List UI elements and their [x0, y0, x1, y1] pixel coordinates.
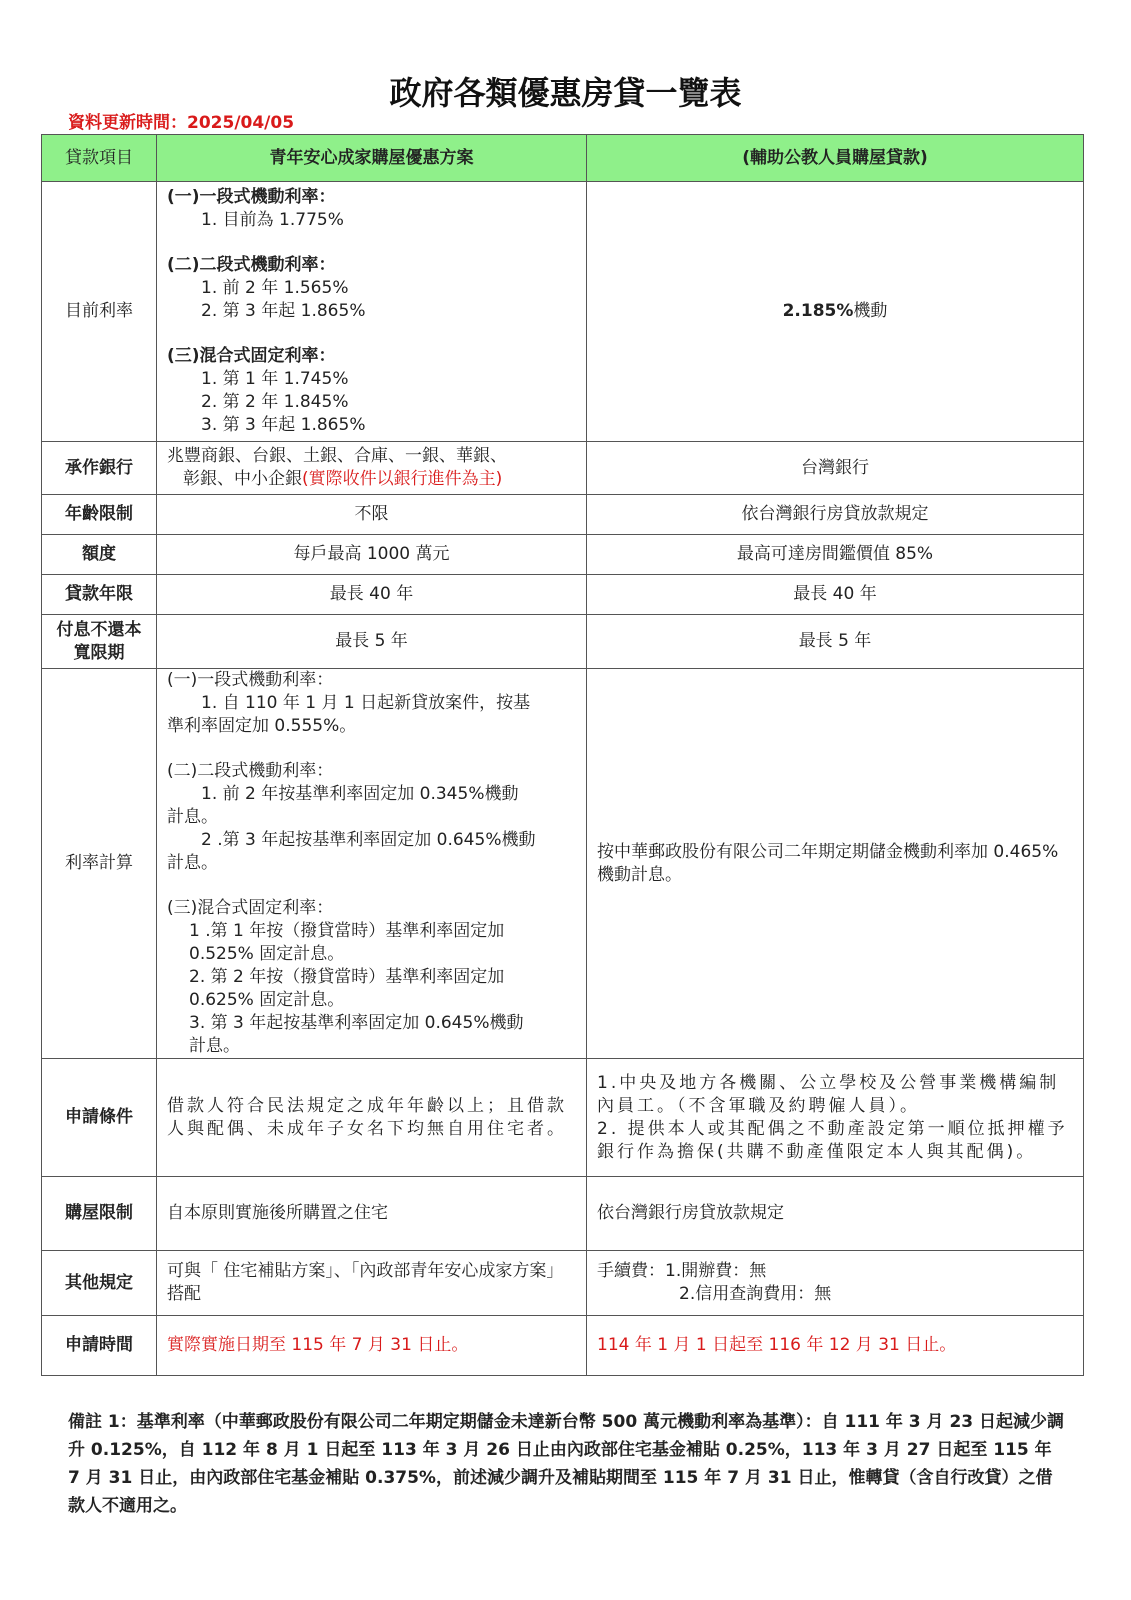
cell-left: 自本原則實施後所購置之住宅 [157, 1177, 587, 1251]
row-purchase-limit [42, 1177, 1084, 1251]
calc-s3-line3a: 3. 第 3 年起按基準利率固定加 0.645%機動 [189, 1013, 524, 1033]
rate-right-suffix: 機動 [853, 301, 888, 321]
calc-s2-line1b: 計息。 [167, 807, 218, 827]
calc-s2-title: (二)二段式機動利率： [167, 761, 334, 781]
calc-s3-title: (三)混合式固定利率： [167, 898, 334, 918]
cell-left: 借款人符合民法規定之成年年齡以上；且借款人與配偶、未成年子女名下均無自用住宅者。 [157, 1059, 587, 1177]
calc-s3-line1a: 1 .第 1 年按（撥貸當時）基準利率固定加 [189, 921, 505, 941]
row-label: 承作銀行 [42, 442, 157, 495]
row-current-rate [42, 182, 1084, 442]
apply-right-2: 2. 提供本人或其配偶之不動產設定第一順位抵押權予銀行作為擔保(共購不動產僅限定本人與其配偶)。 [597, 1118, 1068, 1162]
cell-right: 最高可達房間鑑價值 85% [587, 535, 1084, 575]
row-term [42, 575, 1084, 615]
row-label: 購屋限制 [42, 1177, 157, 1251]
cell-left [157, 442, 587, 495]
row-label: 年齡限制 [42, 495, 157, 535]
apply-right-1: 1.中央及地方各機關、公立學校及公營事業機構編制內員工。（不含軍職及約聘僱人員）。 [597, 1072, 1060, 1116]
header-item: 貸款項目 [42, 135, 157, 182]
row-rate-calc [42, 669, 1084, 1059]
row-label: 貸款年限 [42, 575, 157, 615]
calc-s2-line1a: 1. 前 2 年按基準利率固定加 0.345%機動 [201, 784, 519, 804]
header-youth-plan: 青年安心成家購屋優惠方案 [157, 135, 587, 182]
rate-s2-line1: 1. 前 2 年 1.565% [201, 278, 349, 298]
row-label: 目前利率 [42, 182, 157, 442]
bank-note: (實際收件以銀行進件為主) [302, 469, 503, 489]
cell-right: 最長 5 年 [587, 615, 1084, 669]
loan-comparison-table [41, 134, 1084, 1376]
update-time: 資料更新時間：2025/04/05 [68, 113, 295, 133]
calc-s1-line1a: 1. 自 110 年 1 月 1 日起新貸放案件，按基 [201, 693, 531, 713]
calc-s1-line1b: 準利率固定加 0.555%。 [167, 716, 357, 736]
rate-s3-title: (三)混合式固定利率： [167, 346, 336, 366]
calc-s3-line2a: 2. 第 2 年按（撥貸當時）基準利率固定加 [189, 967, 505, 987]
row-apply-conditions [42, 1059, 1084, 1177]
row-label: 利率計算 [42, 669, 157, 1059]
row-apply-period [42, 1316, 1084, 1376]
cell-right: 114 年 1 月 1 日起至 116 年 12 月 31 日止。 [587, 1316, 1084, 1376]
calc-s3-line1b: 0.525% 固定計息。 [189, 944, 345, 964]
page-title: 政府各類優惠房貸一覽表 [389, 74, 742, 112]
cell-left: 不限 [157, 495, 587, 535]
row-amount [42, 535, 1084, 575]
row-label: 額度 [42, 535, 157, 575]
rate-s3-line3: 3. 第 3 年起 1.865% [201, 415, 366, 435]
other-right-2: 2.信用查詢費用：無 [679, 1284, 832, 1304]
table-header-row [42, 135, 1084, 182]
cell-right [587, 1059, 1084, 1177]
row-bank [42, 442, 1084, 495]
rate-s2-title: (二)二段式機動利率： [167, 255, 336, 275]
rate-s2-line2: 2. 第 3 年起 1.865% [201, 301, 366, 321]
other-right-1: 手續費：1.開辦費：無 [597, 1261, 767, 1281]
cell-left: 實際實施日期至 115 年 7 月 31 日止。 [157, 1316, 587, 1376]
row-label: 申請條件 [42, 1059, 157, 1177]
calc-s2-line2a: 2 .第 3 年起按基準利率固定加 0.645%機動 [201, 830, 536, 850]
cell-right: 按中華郵政股份有限公司二年期定期儲金機動利率加 0.465%機動計息。 [587, 669, 1084, 1059]
rate-s1-title: (一)一段式機動利率： [167, 187, 336, 207]
rate-right-value: 2.185% [782, 301, 854, 321]
cell-left: 最長 5 年 [157, 615, 587, 669]
row-age [42, 495, 1084, 535]
rate-s1-line1: 1. 目前為 1.775% [201, 210, 344, 230]
row-grace [42, 615, 1084, 669]
footnote: 備註 1：基準利率（中華郵政股份有限公司二年期定期儲金未達新台幣 500 萬元機動利率為基準）：自 111 年 3 月 23 日起減少調升 0.125%，自 112 年 8 月 1 日起至 113 年 3 月 26 日止由內政部住宅基金補貼 0.25%，113 年 3 月 27 日起至 115 年 7 月 31 日止，由內政部住宅基金補貼 0.375%，前述減少調升及補貼期間至 115 年 7 月 31 日止，惟轉貸（含自行改貸）之借款人不適用之。 [68, 1412, 1065, 1516]
rate-s3-line1: 1. 第 1 年 1.745% [201, 369, 349, 389]
cell-right: 依台灣銀行房貸放款規定 [587, 1177, 1084, 1251]
cell-left [157, 669, 587, 1059]
bank-line1: 兆豐商銀、台銀、土銀、合庫、一銀、華銀、 [167, 446, 507, 466]
cell-left: 最長 40 年 [157, 575, 587, 615]
cell-left [157, 182, 587, 442]
calc-s1-title: (一)一段式機動利率： [167, 670, 334, 690]
cell-right [587, 1251, 1084, 1316]
row-label: 其他規定 [42, 1251, 157, 1316]
cell-right [587, 182, 1084, 442]
calc-s3-line2b: 0.625% 固定計息。 [189, 990, 345, 1010]
cell-left: 每戶最高 1000 萬元 [157, 535, 587, 575]
calc-s3-line3b: 計息。 [189, 1036, 240, 1056]
bank-line2: 彰銀、中小企銀 [183, 469, 302, 489]
cell-right: 台灣銀行 [587, 442, 1084, 495]
cell-right: 依台灣銀行房貸放款規定 [587, 495, 1084, 535]
row-other-rules [42, 1251, 1084, 1316]
calc-s2-line2b: 計息。 [167, 853, 218, 873]
row-label: 申請時間 [42, 1316, 157, 1376]
cell-left: 可與「 住宅補貼方案」、「內政部青年安心成家方案」搭配 [157, 1251, 587, 1316]
cell-right: 最長 40 年 [587, 575, 1084, 615]
row-label: 付息不還本寬限期 [42, 615, 157, 669]
rate-s3-line2: 2. 第 2 年 1.845% [201, 392, 349, 412]
header-civil-servant-loan: (輔助公教人員購屋貸款) [587, 135, 1084, 182]
